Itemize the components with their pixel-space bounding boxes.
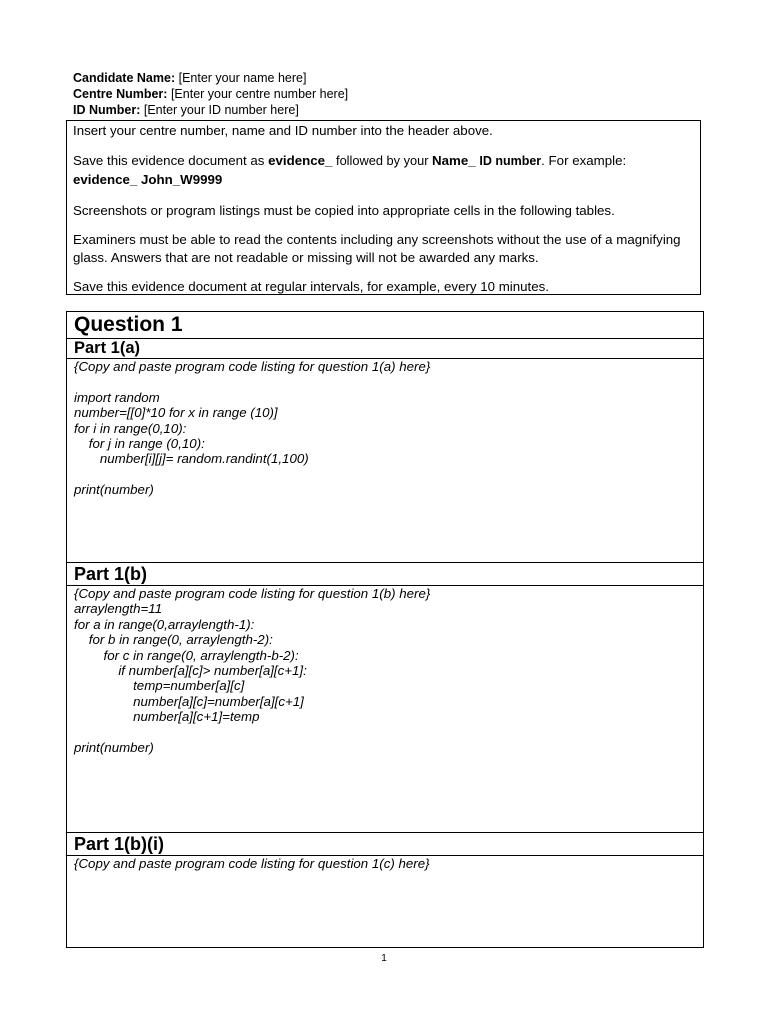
part-1a-title: Part 1(a) xyxy=(67,338,703,358)
part-1b-title: Part 1(b) xyxy=(67,562,703,585)
instruction-save-name xyxy=(73,152,694,188)
candidate-header xyxy=(73,70,348,118)
instruction-header: Insert your centre number, name and ID number into the header above. xyxy=(73,123,493,138)
centre-number-row xyxy=(73,86,348,102)
centre-number-value[interactable]: [Enter your centre number here] xyxy=(170,87,349,101)
page-number: 1 xyxy=(381,953,387,964)
id-number-row xyxy=(73,102,348,118)
question-table xyxy=(66,311,704,948)
part-1b-code-cell[interactable]: {Copy and paste program code listing for question 1(b) here} arraylength=11 for a in range(0,arraylength-1): for b in range(0, arraylength-2): for c in range(0, arraylength-b-2): if number[a][c]> number[a][c+1]: temp=number[a][c] number[a][c]=number[a][c+1] number[a][c+1]=temp print(number) xyxy=(67,585,703,832)
instruction-save-text-c: followed by your xyxy=(332,153,433,168)
candidate-name-value[interactable]: [Enter your name here] xyxy=(178,71,307,85)
instruction-save-id-bold: ID number xyxy=(479,154,542,168)
instruction-save-evidence: evidence_ xyxy=(268,153,333,168)
candidate-name-row xyxy=(73,70,348,86)
candidate-name-label: Candidate Name: xyxy=(73,71,176,85)
instructions-box xyxy=(66,120,701,295)
part-1bi-code-cell[interactable]: {Copy and paste program code listing for question 1(c) here} xyxy=(67,855,703,947)
question-title: Question 1 xyxy=(74,313,183,336)
instruction-screenshots: Screenshots or program listings must be copied into appropriate cells in the following tables. xyxy=(73,203,615,218)
instruction-save-text-a: Save this evidence document as xyxy=(73,153,269,168)
instruction-save-text-f: . For example: xyxy=(541,153,627,168)
instruction-save-name-bold: Name_ xyxy=(432,153,480,168)
instruction-readability: Examiners must be able to read the contents including any screenshots without the use of a magnifying glass. Answers that are not readable or missing will not be awarded any marks. xyxy=(73,232,681,265)
id-number-label: ID Number: xyxy=(73,103,141,117)
part-1bi-title: Part 1(b)(i) xyxy=(67,832,703,855)
instruction-example: evidence_ John_W9999 xyxy=(73,171,223,187)
part-1a-code-cell[interactable]: {Copy and paste program code listing for question 1(a) here} import random number=[[0]*10 for x in range (10)] for i in range(0,10): for j in range (0,10): number[i][j]= random.randint(1,100) print(number) xyxy=(67,358,703,562)
id-number-value[interactable]: [Enter your ID number here] xyxy=(143,103,299,117)
instruction-save-regularly: Save this evidence document at regular intervals, for example, every 10 minutes. xyxy=(73,279,549,294)
centre-number-label: Centre Number: xyxy=(73,87,168,101)
